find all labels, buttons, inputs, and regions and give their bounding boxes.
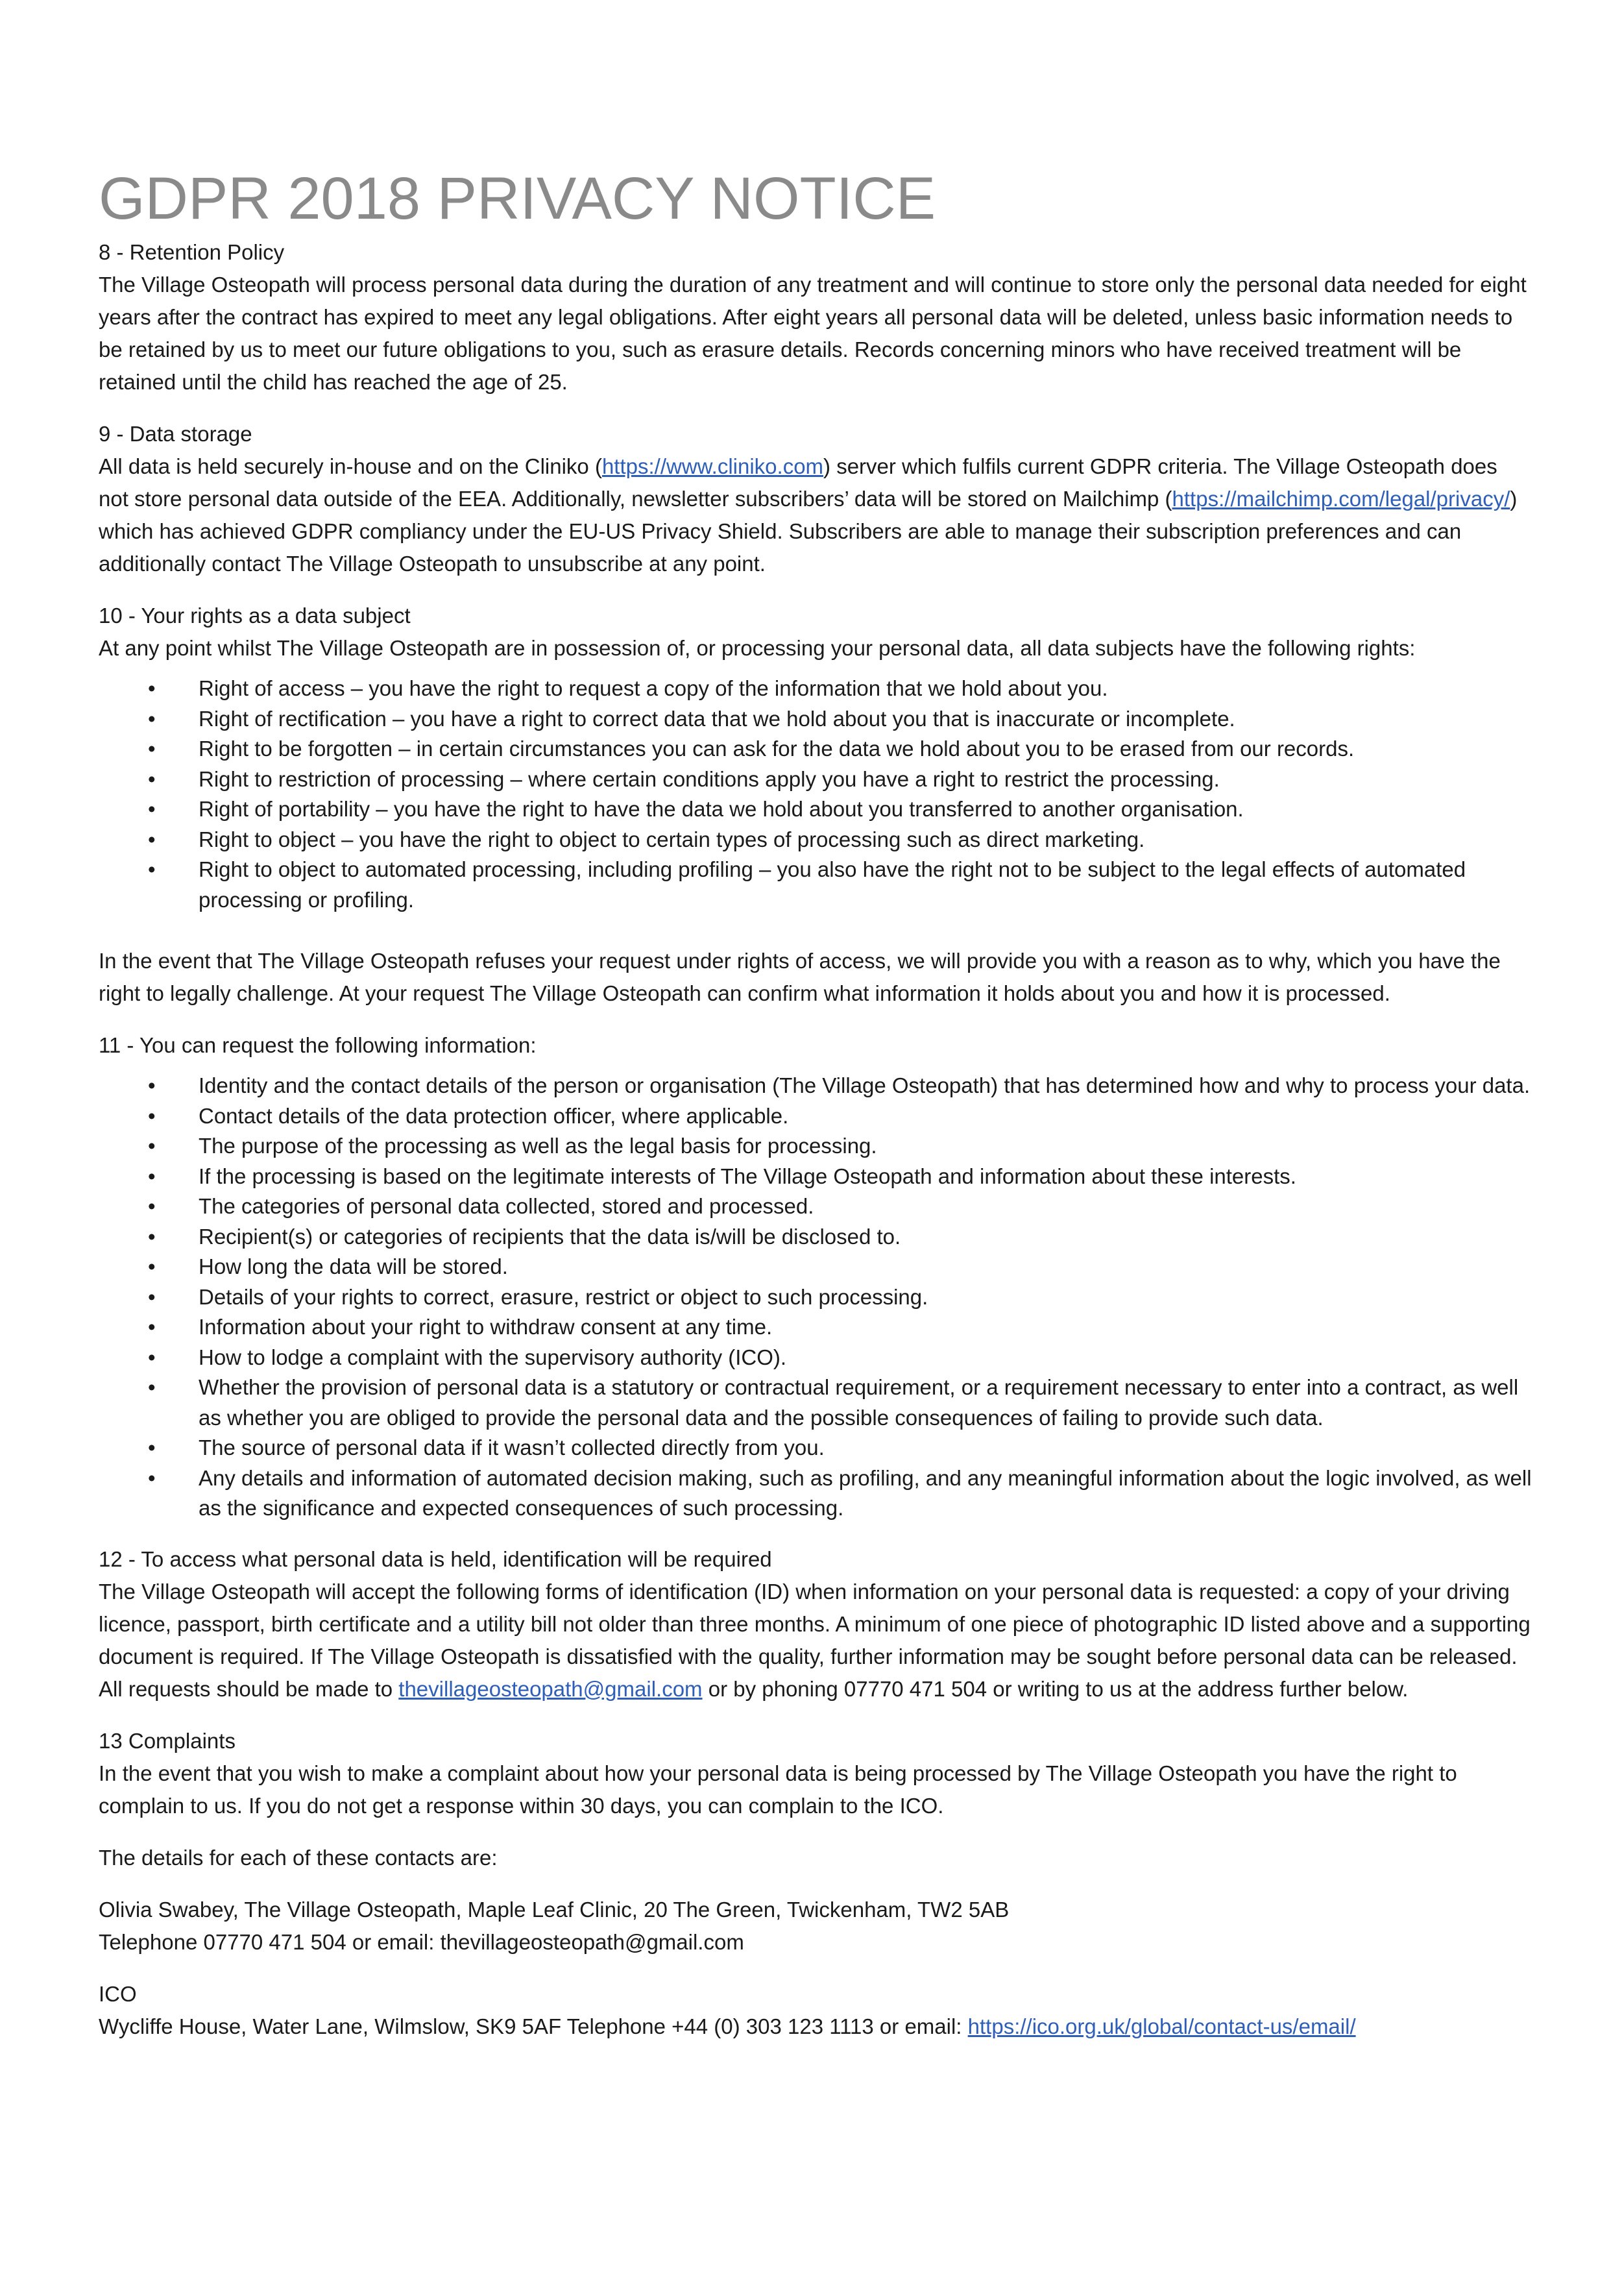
storage-text-1: All data is held securely in-house and on the Cliniko (: [99, 454, 602, 478]
email-link[interactable]: thevillageosteopath@gmail.com: [398, 1676, 703, 1701]
bullet-icon: •: [148, 737, 156, 761]
request-info-heading: 11 - You can request the following information:: [99, 1033, 537, 1057]
contact-phone-email: Telephone 07770 471 504 or email: thevillageosteopath@gmail.com: [99, 1929, 744, 1954]
list-item: • Right to object – you have the right to object to certain types of processing such as direct marketing.: [99, 825, 1532, 855]
bullet-icon: •: [148, 766, 156, 791]
bullet-icon: •: [148, 1254, 156, 1278]
ico-details: Wycliffe House, Water Lane, Wilmslow, SK9 5AF Telephone +44 (0) 303 123 1113 or email: https://ico.org.uk/global/contact-us/email/: [99, 2014, 1356, 2038]
request-info-list: [99, 1071, 1532, 1524]
list-item: • Right of rectification – you have a right to correct data that we hold about you that is inaccurate or incomplete.: [99, 704, 1532, 735]
list-item: • Identity and the contact details of the person or organisation (The Village Osteopath) that has determined how and why to process your data.: [99, 1071, 1532, 1101]
mailchimp-link[interactable]: https://mailchimp.com/legal/privacy/: [1172, 487, 1510, 511]
list-item: • If the processing is based on the legitimate interests of The Village Osteopath and information about these interests.: [99, 1162, 1532, 1192]
list-item: • Any details and information of automated decision making, such as profiling, and any meaningful information about the logic involved, as well as the significance and expected consequences of such processing.: [99, 1463, 1532, 1524]
list-item: • Whether the provision of personal data is a statutory or contractual requirement, or a requirement necessary to enter into a contract, as well as whether you are obliged to provide the personal data and the possible consequences of failing to provide such data.: [99, 1373, 1532, 1433]
list-item: • Right to be forgotten – in certain circumstances you can ask for the data we hold about you to be erased from our records.: [99, 734, 1532, 764]
retention-heading: 8 - Retention Policy: [99, 240, 285, 264]
ico-label: ICO: [99, 1981, 137, 2006]
list-item: • The purpose of the processing as well as the legal basis for processing.: [99, 1131, 1532, 1162]
list-item: • Right of portability – you have the right to have the data we hold about you transferred to another organisation.: [99, 794, 1532, 825]
identification-heading: 12 - To access what personal data is held, identification will be required: [99, 1546, 772, 1571]
bullet-icon: •: [148, 1194, 156, 1218]
complaints-body: In the event that you wish to make a complaint about how your personal data is being processed by The Village Osteopath you have the right to complain to us. If you do not get a response within 30 days, you can complain to the ICO.: [99, 1761, 1457, 1818]
retention-body: The Village Osteopath will process personal data during the duration of any treatment and will continue to store only the personal data needed for eight years after the contract has expired to meet any legal obligations. After eight years all personal data will be deleted, unless basic information needs to be retained by us to meet our future obligations to you, such as erasure details. Records concerning minors who have received treatment will be retained until the child has reached the age of 25.: [99, 273, 1527, 394]
contact-address: Olivia Swabey, The Village Osteopath, Maple Leaf Clinic, 20 The Green, Twickenham, TW2 5AB: [99, 1897, 1010, 1922]
bullet-icon: •: [148, 1465, 156, 1490]
list-item: • Recipient(s) or categories of recipients that the data is/will be disclosed to.: [99, 1222, 1532, 1252]
document-page: [99, 162, 1532, 2043]
list-item: • Details of your rights to correct, erasure, restrict or object to such processing.: [99, 1282, 1532, 1313]
list-item: • How to lodge a complaint with the supervisory authority (ICO).: [99, 1343, 1532, 1373]
list-item: • How long the data will be stored.: [99, 1252, 1532, 1282]
bullet-icon: •: [148, 1224, 156, 1249]
bullet-icon: •: [148, 1315, 156, 1339]
storage-body: [99, 450, 1532, 580]
identification-body: The Village Osteopath will accept the following forms of identification (ID) when information on your personal data is requested: a copy of your driving licence, passport, birth certificate and a utility bill not older than three months. A minimum of one piece of photographic ID listed above and a supporting document is required. If The Village Osteopath is dissatisfied with the quality, further information may be sought before personal data can be released. All requests should be made to thevillageosteopath@gmail.com or by phoning 07770 471 504 or writing to us at the address further below.: [99, 1579, 1531, 1701]
list-item: • Contact details of the data protection officer, where applicable.: [99, 1101, 1532, 1132]
cliniko-link[interactable]: https://www.cliniko.com: [601, 454, 824, 478]
contacts-intro: The details for each of these contacts are:: [99, 1845, 498, 1870]
rights-after: In the event that The Village Osteopath refuses your request under rights of access, we will provide you with a reason as to why, which you have the right to legally challenge. At your request The Village Osteopath can confirm what information it holds about you and how it is processed.: [99, 949, 1501, 1005]
rights-intro: At any point whilst The Village Osteopath are in possession of, or processing your personal data, all data subjects have the following rights:: [99, 636, 1416, 660]
bullet-icon: •: [148, 857, 156, 881]
storage-text-3: ) which has achieved GDPR compliancy under the EU-US Privacy Shield. Subscribers are able to manage their subscription preferences and can additionally contact The Village Osteopath to unsubscribe at any point.: [99, 487, 1518, 576]
storage-text-2: ) server which fulfils current GDPR criteria. The Village Osteopath does not store personal data outside of the EEA. Additionally, newsletter subscribers’ data will be stored on Mailchimp (: [99, 454, 1497, 511]
ico-link[interactable]: https://ico.org.uk/global/contact-us/email/: [967, 2014, 1356, 2038]
bullet-icon: •: [148, 827, 156, 851]
list-item: • The source of personal data if it wasn’t collected directly from you.: [99, 1433, 1532, 1463]
bullet-icon: •: [148, 797, 156, 821]
bullet-icon: •: [148, 1375, 156, 1399]
list-item: • Right to object to automated processing, including profiling – you also have the right not to be subject to the legal effects of automated processing or profiling.: [99, 855, 1532, 915]
storage-heading: 9 - Data storage: [99, 422, 252, 446]
bullet-icon: •: [148, 1284, 156, 1309]
bullet-icon: •: [148, 706, 156, 731]
bullet-icon: •: [148, 1345, 156, 1369]
list-item: • The categories of personal data collected, stored and processed.: [99, 1191, 1532, 1222]
bullet-icon: •: [148, 1164, 156, 1188]
bullet-icon: •: [148, 1134, 156, 1158]
bullet-icon: •: [148, 1103, 156, 1128]
bullet-icon: •: [148, 676, 156, 700]
page-title: GDPR 2018 PRIVACY NOTICE: [99, 165, 936, 232]
rights-list: [99, 674, 1532, 915]
bullet-icon: •: [148, 1073, 156, 1097]
rights-heading: 10 - Your rights as a data subject: [99, 604, 411, 628]
list-item: • Right of access – you have the right to request a copy of the information that we hold about you.: [99, 674, 1532, 704]
list-item: • Information about your right to withdraw consent at any time.: [99, 1312, 1532, 1343]
complaints-heading: 13 Complaints: [99, 1728, 236, 1753]
bullet-icon: •: [148, 1435, 156, 1459]
list-item: • Right to restriction of processing – where certain conditions apply you have a right to restrict the processing.: [99, 764, 1532, 795]
